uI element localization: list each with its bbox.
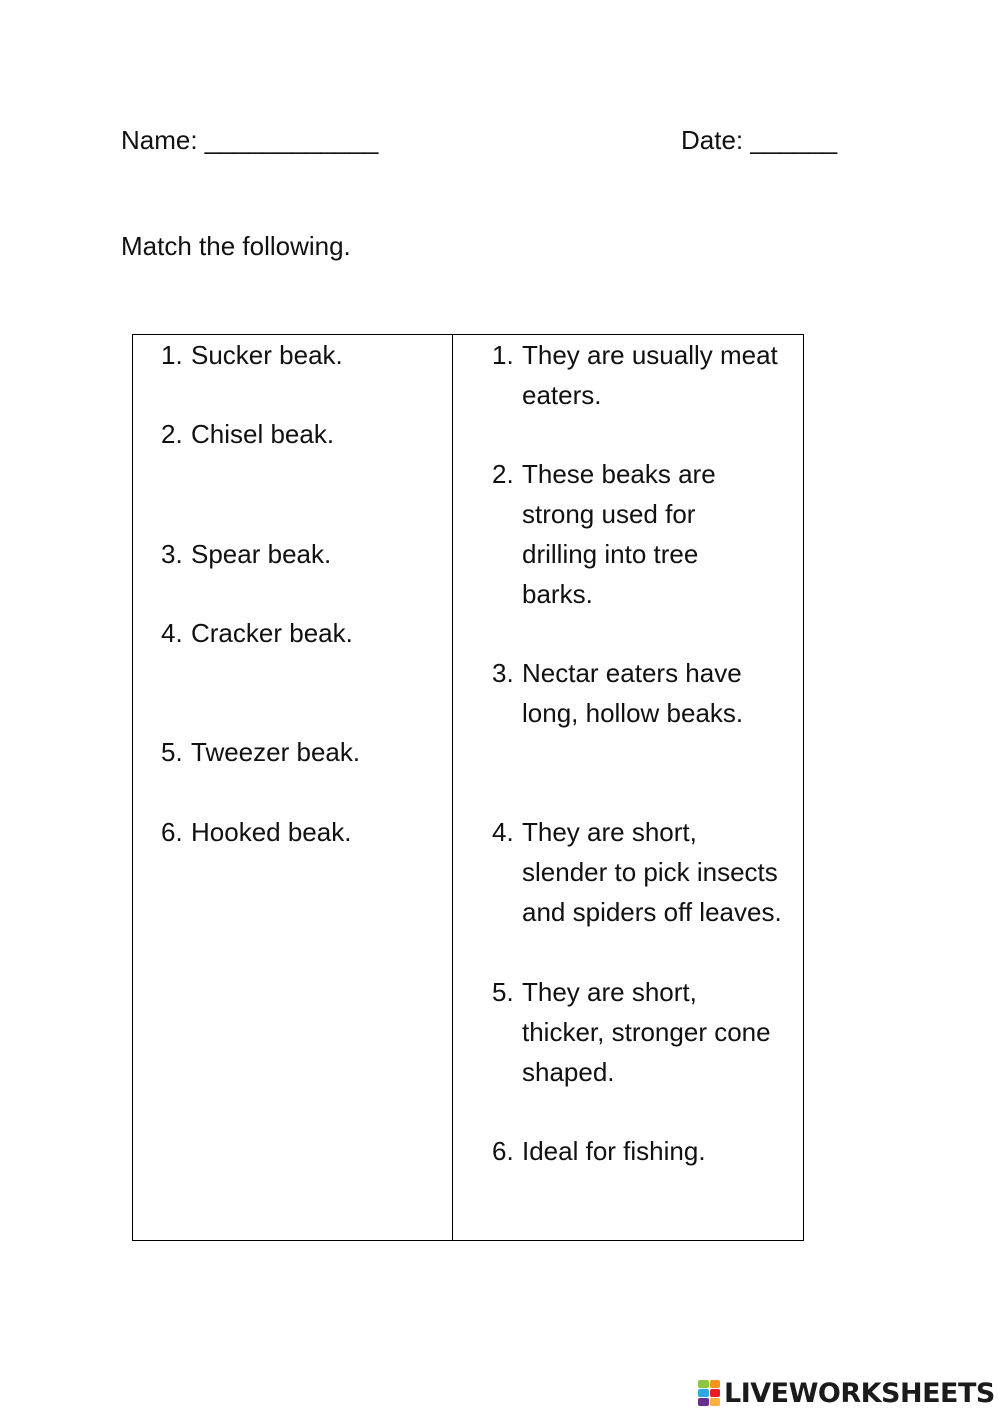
left-item-number: 2. [161, 419, 183, 449]
right-item-text-line: slender to pick insects [522, 857, 778, 887]
right-item-text-line: long, hollow beaks. [522, 698, 744, 728]
right-item-text-line: Ideal for fishing. [522, 1136, 706, 1166]
logo-text: LIVEWORKSHEETS [724, 1377, 995, 1409]
left-item-number: 3. [161, 539, 183, 569]
right-item-number: 5. [492, 977, 514, 1007]
left-item-text: Chisel beak. [191, 419, 335, 449]
left-item-number: 4. [161, 618, 183, 648]
date-field-label: Date: ______ [681, 125, 838, 155]
logo-tile [710, 1380, 721, 1388]
right-item-text-line: barks. [522, 579, 593, 609]
right-item-text-line: and spiders off leaves. [522, 897, 782, 927]
logo-tile [698, 1389, 709, 1397]
left-item-number: 6. [161, 817, 183, 847]
right-item-text-line: thicker, stronger cone [522, 1017, 771, 1047]
right-item-text-line: strong used for [522, 499, 696, 529]
right-item-text-line: eaters. [522, 380, 602, 410]
liveworksheets-logo-icon [698, 1380, 720, 1406]
left-item-text: Tweezer beak. [191, 737, 361, 767]
right-item-number: 6. [492, 1136, 514, 1166]
logo-tile [710, 1389, 721, 1397]
name-field-label: Name: ____________ [121, 125, 379, 155]
logo-tile [710, 1398, 721, 1406]
right-item-text-line: They are usually meat [522, 340, 778, 370]
right-item-number: 3. [492, 658, 514, 688]
instructions: Match the following. [121, 231, 351, 261]
left-item-text: Cracker beak. [191, 618, 353, 648]
right-item-text-line: These beaks are [522, 459, 716, 489]
left-item-text: Sucker beak. [191, 340, 343, 370]
liveworksheets-logo[interactable] [698, 1376, 995, 1410]
right-item-text-line: They are short, [522, 817, 697, 847]
right-item-text-line: They are short, [522, 977, 697, 1007]
right-item-text-line: Nectar eaters have [522, 658, 742, 688]
right-item-text-line: drilling into tree [522, 539, 699, 569]
right-item-text-line: shaped. [522, 1057, 615, 1087]
left-item-number: 5. [161, 737, 183, 767]
left-item-text: Hooked beak. [191, 817, 352, 847]
right-item-number: 1. [492, 340, 514, 370]
matching-table [132, 334, 804, 1241]
left-item-text: Spear beak. [191, 539, 332, 569]
left-item-number: 1. [161, 340, 183, 370]
logo-tile [698, 1380, 709, 1388]
logo-tile [698, 1398, 709, 1406]
column-divider [452, 335, 453, 1240]
right-item-number: 2. [492, 459, 514, 489]
right-item-number: 4. [492, 817, 514, 847]
